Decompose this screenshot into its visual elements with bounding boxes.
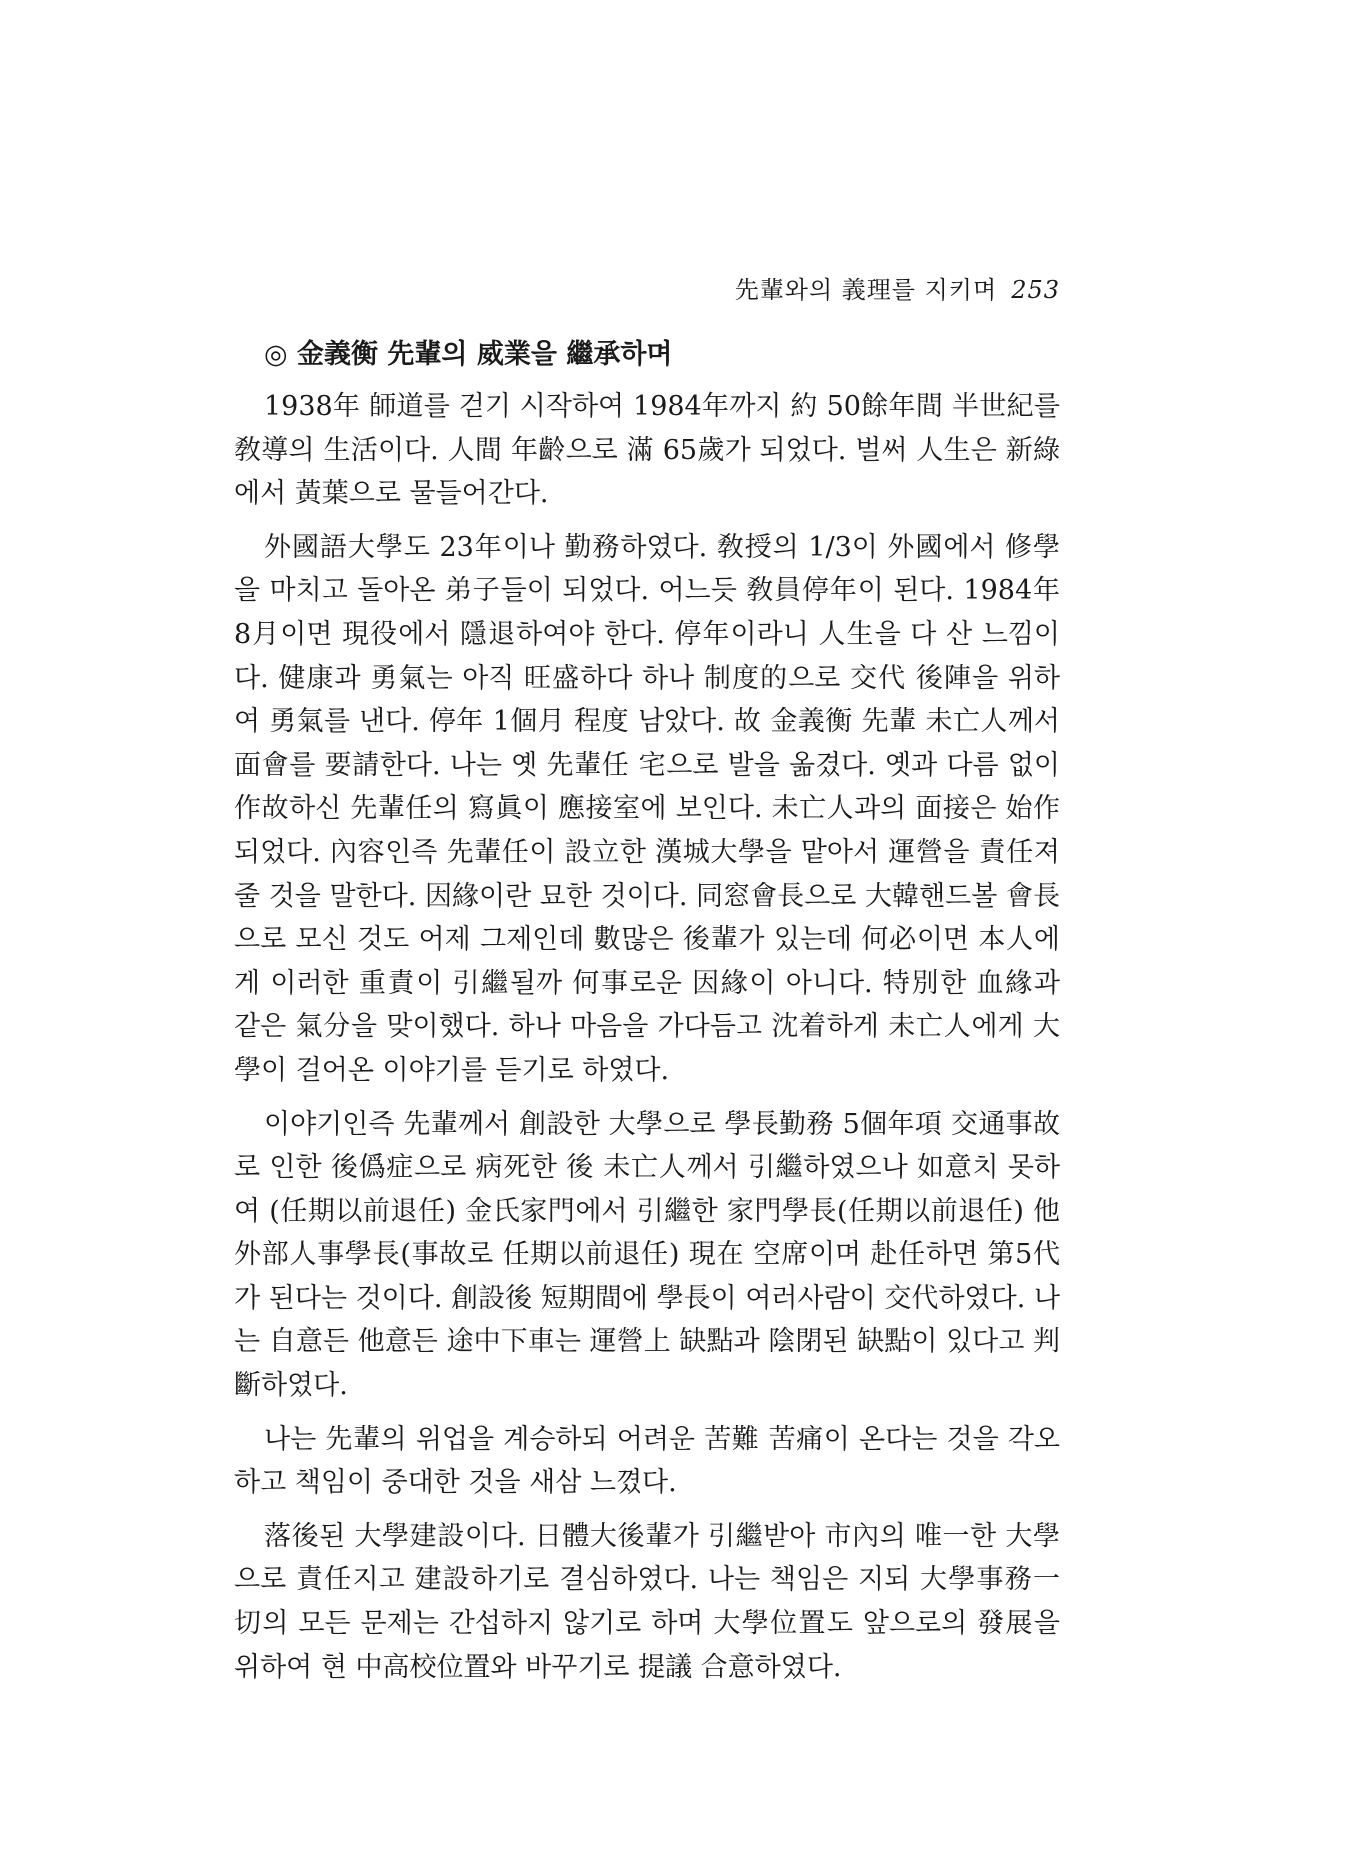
paragraph-5: 落後된 大學建設이다. 日體大後輩가 引繼받아 市內의 唯一한 大學으로 責任지고 建設하기로 결심하였다. 나는 책임은 지되 大學事務一切의 모든 문제는 간섭하지 않기로 하며 大學位置도 앞으로의 發展을 위하여 현 中高校位置와 바꾸기로 提議 合意하였다. — [234, 1520, 1060, 1683]
running-title: 先輩와의 義理를 지키며 — [734, 276, 998, 304]
paragraph-1: 1938年 師道를 걷기 시작하여 1984年까지 約 50餘年間 半世紀를 敎導의 生活이다. 人間 年齡으로 滿 65歲가 되었다. 벌써 人生은 新綠에서 黃葉으로 물들어간다. — [234, 391, 1060, 510]
body-text — [234, 335, 1060, 1699]
running-header — [735, 270, 1060, 305]
page-number: 253 — [1011, 276, 1060, 304]
paragraph-2: 外國語大學도 23年이나 勤務하였다. 敎授의 1/3이 外國에서 修學을 마치고 돌아온 弟子들이 되었다. 어느듯 敎員停年이 된다. 1984年 8月이면 現役에서 隱退하여야 한다. 停年이라니 人生을 다 산 느낌이다. 健康과 勇氣는 아직 旺盛하다 하나 制度的으로 交代 後陣을 위하여 勇氣를 낸다. 停年 1個月 程度 남았다. 故 金義衡 先輩 未亡人께서 面會를 要請한다. 나는 옛 先輩任 宅으로 발을 옮겼다. 옛과 다름 없이 作故하신 先輩任의 寫眞이 應接室에 보인다. 未亡人과의 面接은 始作되었다. 內容인즉 先輩任이 設立한 漢城大學을 맡아서 運營을 責任져줄 것을 말한다. 因緣이란 묘한 것이다. 同窓會長으로 大韓핸드볼 會長으로 모신 것도 어제 그제인데 數많은 後輩가 있는데 何必이면 本人에게 이러한 重責이 引繼될까 何事로운 因緣이 아니다. 特別한 血緣과 같은 氣分을 맞이했다. 하나 마음을 가다듬고 沈着하게 未亡人에게 大學이 걸어온 이야기를 듣기로 하였다. — [234, 531, 1060, 1086]
section-heading: ◎ 金義衡 先輩의 威業을 繼承하며 — [264, 339, 673, 370]
paragraph-3: 이야기인즉 先輩께서 創設한 大學으로 學長勤務 5個年項 交通事故로 인한 後僞症으로 病死한 後 未亡人께서 引繼하였으나 如意치 못하여 (任期以前退任) 金氏家門에서 引繼한 家門學長(任期以前退任) 他外部人事學長(事故로 任期以前退任) 現在 空席이며 赴任하면 第5代가 된다는 것이다. 創設後 短期間에 學長이 여러사람이 交代하였다. 나는 自意든 他意든 途中下車는 運營上 缺點과 陰閉된 缺點이 있다고 判斷하였다. — [234, 1108, 1060, 1402]
paragraph-4: 나는 先輩의 위업을 계승하되 어려운 苦難 苦痛이 온다는 것을 각오하고 책임이 중대한 것을 새삼 느꼈다. — [234, 1423, 1060, 1499]
